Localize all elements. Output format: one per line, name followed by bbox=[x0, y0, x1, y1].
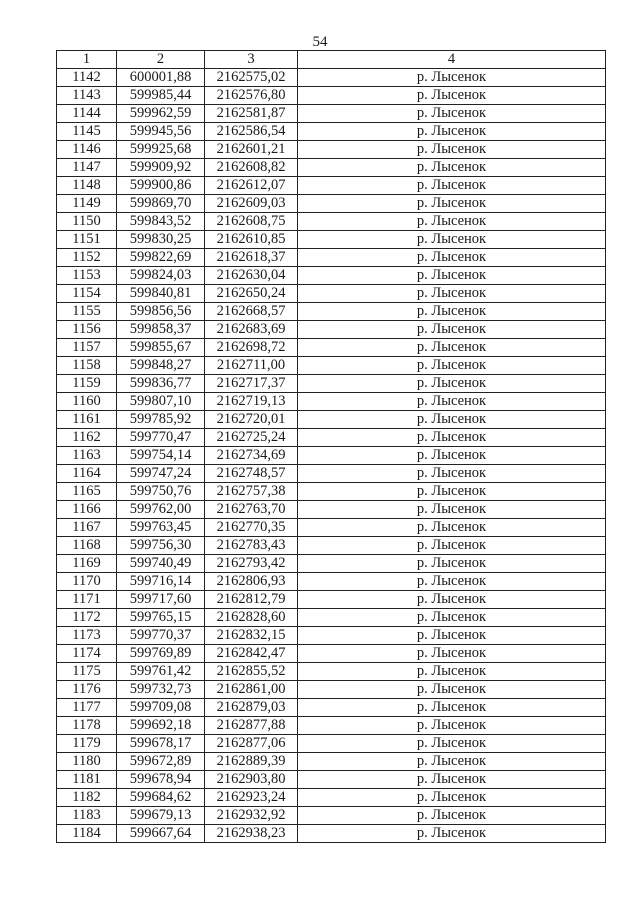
point-number-cell: 1144 bbox=[57, 105, 117, 123]
coordinates-table bbox=[56, 50, 606, 843]
y-coordinate-cell: 2162612,07 bbox=[205, 177, 298, 195]
table-row bbox=[57, 537, 606, 555]
y-coordinate-cell: 2162608,75 bbox=[205, 213, 298, 231]
description-cell: р. Лысенок bbox=[298, 825, 606, 843]
y-coordinate-cell: 2162630,04 bbox=[205, 267, 298, 285]
point-number-cell: 1178 bbox=[57, 717, 117, 735]
point-number-cell: 1181 bbox=[57, 771, 117, 789]
y-coordinate-cell: 2162832,15 bbox=[205, 627, 298, 645]
point-number-cell: 1162 bbox=[57, 429, 117, 447]
x-coordinate-cell: 599667,64 bbox=[117, 825, 205, 843]
point-number-cell: 1145 bbox=[57, 123, 117, 141]
y-coordinate-cell: 2162608,82 bbox=[205, 159, 298, 177]
description-cell: р. Лысенок bbox=[298, 663, 606, 681]
description-cell: р. Лысенок bbox=[298, 177, 606, 195]
y-coordinate-cell: 2162725,24 bbox=[205, 429, 298, 447]
table-row bbox=[57, 123, 606, 141]
description-cell: р. Лысенок bbox=[298, 645, 606, 663]
table-row bbox=[57, 213, 606, 231]
table-row bbox=[57, 267, 606, 285]
table-row bbox=[57, 771, 606, 789]
y-coordinate-cell: 2162576,80 bbox=[205, 87, 298, 105]
table-row bbox=[57, 555, 606, 573]
y-coordinate-cell: 2162717,37 bbox=[205, 375, 298, 393]
table-row bbox=[57, 807, 606, 825]
table-row bbox=[57, 375, 606, 393]
description-cell: р. Лысенок bbox=[298, 447, 606, 465]
x-coordinate-cell: 599856,56 bbox=[117, 303, 205, 321]
table-row bbox=[57, 285, 606, 303]
description-cell: р. Лысенок bbox=[298, 699, 606, 717]
y-coordinate-cell: 2162698,72 bbox=[205, 339, 298, 357]
table-row bbox=[57, 735, 606, 753]
description-cell: р. Лысенок bbox=[298, 321, 606, 339]
y-coordinate-cell: 2162932,92 bbox=[205, 807, 298, 825]
x-coordinate-cell: 599716,14 bbox=[117, 573, 205, 591]
point-number-cell: 1169 bbox=[57, 555, 117, 573]
y-coordinate-cell: 2162720,01 bbox=[205, 411, 298, 429]
point-number-cell: 1156 bbox=[57, 321, 117, 339]
x-coordinate-cell: 599843,52 bbox=[117, 213, 205, 231]
table-row bbox=[57, 627, 606, 645]
x-coordinate-cell: 599869,70 bbox=[117, 195, 205, 213]
table-row bbox=[57, 699, 606, 717]
y-coordinate-cell: 2162610,85 bbox=[205, 231, 298, 249]
description-cell: р. Лысенок bbox=[298, 789, 606, 807]
point-number-cell: 1161 bbox=[57, 411, 117, 429]
description-cell: р. Лысенок bbox=[298, 717, 606, 735]
y-coordinate-cell: 2162806,93 bbox=[205, 573, 298, 591]
x-coordinate-cell: 599858,37 bbox=[117, 321, 205, 339]
point-number-cell: 1175 bbox=[57, 663, 117, 681]
y-coordinate-cell: 2162618,37 bbox=[205, 249, 298, 267]
description-cell: р. Лысенок bbox=[298, 159, 606, 177]
description-cell: р. Лысенок bbox=[298, 375, 606, 393]
description-cell: р. Лысенок bbox=[298, 267, 606, 285]
point-number-cell: 1172 bbox=[57, 609, 117, 627]
table-row bbox=[57, 159, 606, 177]
column-header-4: 4 bbox=[298, 51, 606, 69]
x-coordinate-cell: 599709,08 bbox=[117, 699, 205, 717]
y-coordinate-cell: 2162586,54 bbox=[205, 123, 298, 141]
table-row bbox=[57, 303, 606, 321]
description-cell: р. Лысенок bbox=[298, 285, 606, 303]
y-coordinate-cell: 2162842,47 bbox=[205, 645, 298, 663]
table-row bbox=[57, 69, 606, 87]
table-row bbox=[57, 465, 606, 483]
x-coordinate-cell: 599678,94 bbox=[117, 771, 205, 789]
y-coordinate-cell: 2162828,60 bbox=[205, 609, 298, 627]
point-number-cell: 1155 bbox=[57, 303, 117, 321]
y-coordinate-cell: 2162650,24 bbox=[205, 285, 298, 303]
x-coordinate-cell: 599770,37 bbox=[117, 627, 205, 645]
table-row bbox=[57, 609, 606, 627]
y-coordinate-cell: 2162861,00 bbox=[205, 681, 298, 699]
point-number-cell: 1153 bbox=[57, 267, 117, 285]
description-cell: р. Лысенок bbox=[298, 771, 606, 789]
point-number-cell: 1166 bbox=[57, 501, 117, 519]
y-coordinate-cell: 2162719,13 bbox=[205, 393, 298, 411]
table-row bbox=[57, 231, 606, 249]
x-coordinate-cell: 599747,24 bbox=[117, 465, 205, 483]
point-number-cell: 1163 bbox=[57, 447, 117, 465]
y-coordinate-cell: 2162734,69 bbox=[205, 447, 298, 465]
point-number-cell: 1154 bbox=[57, 285, 117, 303]
description-cell: р. Лысенок bbox=[298, 105, 606, 123]
table-row bbox=[57, 501, 606, 519]
y-coordinate-cell: 2162812,79 bbox=[205, 591, 298, 609]
x-coordinate-cell: 599754,14 bbox=[117, 447, 205, 465]
x-coordinate-cell: 599762,00 bbox=[117, 501, 205, 519]
description-cell: р. Лысенок bbox=[298, 195, 606, 213]
description-cell: р. Лысенок bbox=[298, 69, 606, 87]
x-coordinate-cell: 599785,92 bbox=[117, 411, 205, 429]
y-coordinate-cell: 2162783,43 bbox=[205, 537, 298, 555]
table-row bbox=[57, 141, 606, 159]
description-cell: р. Лысенок bbox=[298, 519, 606, 537]
point-number-cell: 1159 bbox=[57, 375, 117, 393]
table-row bbox=[57, 447, 606, 465]
x-coordinate-cell: 599750,76 bbox=[117, 483, 205, 501]
description-cell: р. Лысенок bbox=[298, 429, 606, 447]
description-cell: р. Лысенок bbox=[298, 537, 606, 555]
point-number-cell: 1174 bbox=[57, 645, 117, 663]
table-row bbox=[57, 825, 606, 843]
description-cell: р. Лысенок bbox=[298, 807, 606, 825]
table-row bbox=[57, 753, 606, 771]
description-cell: р. Лысенок bbox=[298, 681, 606, 699]
table-row bbox=[57, 717, 606, 735]
description-cell: р. Лысенок bbox=[298, 483, 606, 501]
point-number-cell: 1165 bbox=[57, 483, 117, 501]
point-number-cell: 1157 bbox=[57, 339, 117, 357]
x-coordinate-cell: 599769,89 bbox=[117, 645, 205, 663]
point-number-cell: 1160 bbox=[57, 393, 117, 411]
table-row bbox=[57, 519, 606, 537]
y-coordinate-cell: 2162938,23 bbox=[205, 825, 298, 843]
table-row bbox=[57, 339, 606, 357]
description-cell: р. Лысенок bbox=[298, 249, 606, 267]
table-row bbox=[57, 789, 606, 807]
y-coordinate-cell: 2162923,24 bbox=[205, 789, 298, 807]
point-number-cell: 1171 bbox=[57, 591, 117, 609]
point-number-cell: 1164 bbox=[57, 465, 117, 483]
x-coordinate-cell: 599822,69 bbox=[117, 249, 205, 267]
y-coordinate-cell: 2162711,00 bbox=[205, 357, 298, 375]
point-number-cell: 1180 bbox=[57, 753, 117, 771]
table-row bbox=[57, 195, 606, 213]
description-cell: р. Лысенок bbox=[298, 609, 606, 627]
x-coordinate-cell: 599740,49 bbox=[117, 555, 205, 573]
x-coordinate-cell: 599945,56 bbox=[117, 123, 205, 141]
point-number-cell: 1179 bbox=[57, 735, 117, 753]
x-coordinate-cell: 599855,67 bbox=[117, 339, 205, 357]
description-cell: р. Лысенок bbox=[298, 627, 606, 645]
table-header-row bbox=[57, 51, 606, 69]
description-cell: р. Лысенок bbox=[298, 393, 606, 411]
y-coordinate-cell: 2162601,21 bbox=[205, 141, 298, 159]
point-number-cell: 1182 bbox=[57, 789, 117, 807]
table-row bbox=[57, 483, 606, 501]
point-number-cell: 1168 bbox=[57, 537, 117, 555]
description-cell: р. Лысенок bbox=[298, 213, 606, 231]
y-coordinate-cell: 2162879,03 bbox=[205, 699, 298, 717]
y-coordinate-cell: 2162581,87 bbox=[205, 105, 298, 123]
description-cell: р. Лысенок bbox=[298, 465, 606, 483]
y-coordinate-cell: 2162757,38 bbox=[205, 483, 298, 501]
x-coordinate-cell: 599909,92 bbox=[117, 159, 205, 177]
x-coordinate-cell: 599678,17 bbox=[117, 735, 205, 753]
x-coordinate-cell: 600001,88 bbox=[117, 69, 205, 87]
table-row bbox=[57, 681, 606, 699]
x-coordinate-cell: 599925,68 bbox=[117, 141, 205, 159]
x-coordinate-cell: 599672,89 bbox=[117, 753, 205, 771]
table-row bbox=[57, 429, 606, 447]
y-coordinate-cell: 2162748,57 bbox=[205, 465, 298, 483]
point-number-cell: 1152 bbox=[57, 249, 117, 267]
description-cell: р. Лысенок bbox=[298, 573, 606, 591]
table-row bbox=[57, 645, 606, 663]
x-coordinate-cell: 599763,45 bbox=[117, 519, 205, 537]
column-header-1: 1 bbox=[57, 51, 117, 69]
table-row bbox=[57, 663, 606, 681]
description-cell: р. Лысенок bbox=[298, 339, 606, 357]
description-cell: р. Лысенок bbox=[298, 735, 606, 753]
x-coordinate-cell: 599761,42 bbox=[117, 663, 205, 681]
description-cell: р. Лысенок bbox=[298, 303, 606, 321]
y-coordinate-cell: 2162903,80 bbox=[205, 771, 298, 789]
x-coordinate-cell: 599840,81 bbox=[117, 285, 205, 303]
x-coordinate-cell: 599679,13 bbox=[117, 807, 205, 825]
table-row bbox=[57, 357, 606, 375]
page-number: 54 bbox=[312, 34, 328, 50]
x-coordinate-cell: 599684,62 bbox=[117, 789, 205, 807]
table-body bbox=[57, 69, 606, 843]
x-coordinate-cell: 599824,03 bbox=[117, 267, 205, 285]
table-row bbox=[57, 105, 606, 123]
x-coordinate-cell: 599848,27 bbox=[117, 357, 205, 375]
point-number-cell: 1158 bbox=[57, 357, 117, 375]
point-number-cell: 1176 bbox=[57, 681, 117, 699]
description-cell: р. Лысенок bbox=[298, 555, 606, 573]
point-number-cell: 1167 bbox=[57, 519, 117, 537]
description-cell: р. Лысенок bbox=[298, 411, 606, 429]
x-coordinate-cell: 599830,25 bbox=[117, 231, 205, 249]
point-number-cell: 1147 bbox=[57, 159, 117, 177]
point-number-cell: 1177 bbox=[57, 699, 117, 717]
description-cell: р. Лысенок bbox=[298, 123, 606, 141]
point-number-cell: 1150 bbox=[57, 213, 117, 231]
y-coordinate-cell: 2162877,88 bbox=[205, 717, 298, 735]
point-number-cell: 1170 bbox=[57, 573, 117, 591]
description-cell: р. Лысенок bbox=[298, 753, 606, 771]
x-coordinate-cell: 599836,77 bbox=[117, 375, 205, 393]
point-number-cell: 1183 bbox=[57, 807, 117, 825]
point-number-cell: 1173 bbox=[57, 627, 117, 645]
description-cell: р. Лысенок bbox=[298, 231, 606, 249]
point-number-cell: 1148 bbox=[57, 177, 117, 195]
table-row bbox=[57, 591, 606, 609]
point-number-cell: 1151 bbox=[57, 231, 117, 249]
y-coordinate-cell: 2162770,35 bbox=[205, 519, 298, 537]
description-cell: р. Лысенок bbox=[298, 591, 606, 609]
point-number-cell: 1184 bbox=[57, 825, 117, 843]
x-coordinate-cell: 599900,86 bbox=[117, 177, 205, 195]
point-number-cell: 1142 bbox=[57, 69, 117, 87]
y-coordinate-cell: 2162877,06 bbox=[205, 735, 298, 753]
x-coordinate-cell: 599765,15 bbox=[117, 609, 205, 627]
y-coordinate-cell: 2162683,69 bbox=[205, 321, 298, 339]
y-coordinate-cell: 2162575,02 bbox=[205, 69, 298, 87]
y-coordinate-cell: 2162668,57 bbox=[205, 303, 298, 321]
x-coordinate-cell: 599807,10 bbox=[117, 393, 205, 411]
point-number-cell: 1149 bbox=[57, 195, 117, 213]
x-coordinate-cell: 599717,60 bbox=[117, 591, 205, 609]
table-row bbox=[57, 573, 606, 591]
x-coordinate-cell: 599770,47 bbox=[117, 429, 205, 447]
point-number-cell: 1143 bbox=[57, 87, 117, 105]
table-row bbox=[57, 87, 606, 105]
y-coordinate-cell: 2162793,42 bbox=[205, 555, 298, 573]
description-cell: р. Лысенок bbox=[298, 87, 606, 105]
y-coordinate-cell: 2162763,70 bbox=[205, 501, 298, 519]
column-header-2: 2 bbox=[117, 51, 205, 69]
description-cell: р. Лысенок bbox=[298, 501, 606, 519]
x-coordinate-cell: 599985,44 bbox=[117, 87, 205, 105]
table-row bbox=[57, 411, 606, 429]
table-row bbox=[57, 321, 606, 339]
x-coordinate-cell: 599692,18 bbox=[117, 717, 205, 735]
x-coordinate-cell: 599732,73 bbox=[117, 681, 205, 699]
description-cell: р. Лысенок bbox=[298, 141, 606, 159]
y-coordinate-cell: 2162855,52 bbox=[205, 663, 298, 681]
column-header-3: 3 bbox=[205, 51, 298, 69]
table-row bbox=[57, 249, 606, 267]
table-row bbox=[57, 177, 606, 195]
y-coordinate-cell: 2162889,39 bbox=[205, 753, 298, 771]
table-row bbox=[57, 393, 606, 411]
point-number-cell: 1146 bbox=[57, 141, 117, 159]
x-coordinate-cell: 599756,30 bbox=[117, 537, 205, 555]
description-cell: р. Лысенок bbox=[298, 357, 606, 375]
y-coordinate-cell: 2162609,03 bbox=[205, 195, 298, 213]
x-coordinate-cell: 599962,59 bbox=[117, 105, 205, 123]
